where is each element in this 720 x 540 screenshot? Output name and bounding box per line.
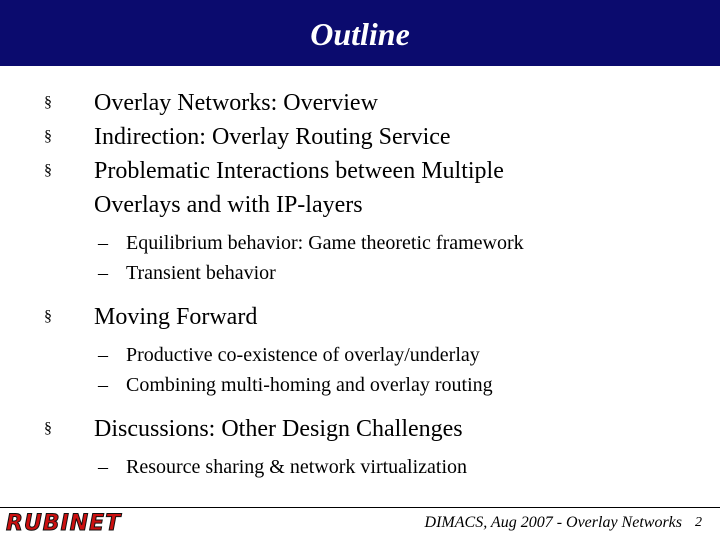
bullet-text: Indirection: Overlay Routing Service [94,124,451,150]
slide-content [44,86,694,482]
dash-icon: – [98,262,108,284]
dash-icon: – [98,232,108,254]
sub-item-coexistence [44,340,694,370]
bullet-icon: § [44,128,52,145]
bullet-item-discussions [44,412,694,446]
bullet-item-moving-forward [44,300,694,334]
bullet-icon: § [44,308,52,325]
slide-title: Outline [310,16,410,52]
sub-item-text: Equilibrium behavior: Game theoretic framework [126,232,524,254]
dash-icon: – [98,374,108,396]
page-number: 2 [695,515,702,530]
bullet-item-interactions [44,154,694,222]
sub-item-text: Combining multi-homing and overlay routing [126,374,493,396]
bullet-text-line-1: Problematic Interactions between Multiple [94,158,504,184]
title-bar [0,0,720,66]
dash-icon: – [98,456,108,478]
bullet-text: Discussions: Other Design Challenges [94,416,463,442]
bullet-text: Overlay Networks: Overview [94,90,378,116]
rubinet-logo: RUBINET [6,511,122,536]
bullet-icon: § [44,94,52,111]
dash-icon: – [98,344,108,366]
footer-divider [0,507,720,508]
sub-item-transient [44,258,694,288]
bullet-item-overview [44,86,694,120]
bullet-icon: § [44,162,52,179]
sub-item-equilibrium [44,228,694,258]
sub-item-text: Transient behavior [126,262,276,284]
sub-item-multihoming [44,370,694,400]
bullet-icon: § [44,420,52,437]
sub-item-text: Resource sharing & network virtualization [126,456,468,478]
footer-caption: DIMACS, Aug 2007 - Overlay Networks [424,514,682,531]
sub-item-resource-sharing [44,452,694,482]
bullet-item-indirection [44,120,694,154]
sub-item-text: Productive co-existence of overlay/underlay [126,344,480,366]
bullet-text: Moving Forward [94,304,258,330]
bullet-text-line-2: Overlays and with IP-layers [94,192,363,218]
